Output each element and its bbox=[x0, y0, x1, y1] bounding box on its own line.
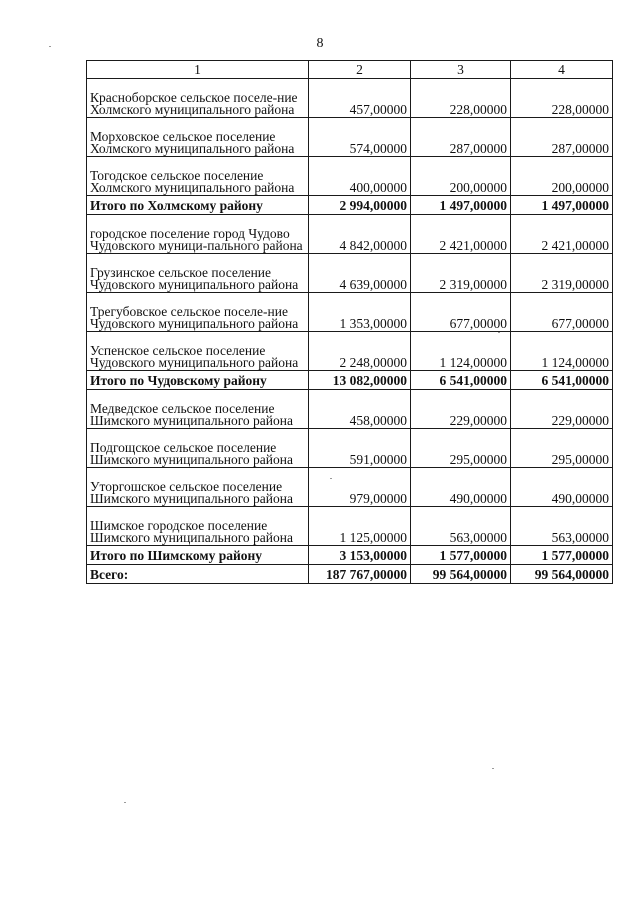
amount-cell-col3: 2 319,00000 bbox=[411, 254, 511, 293]
amount-cell-col2: 1 125,00000 bbox=[309, 507, 411, 546]
amount-cell-col2: 4 639,00000 bbox=[309, 254, 411, 293]
column-header-1: 1 bbox=[87, 61, 309, 79]
amount-cell-col3: 677,00000 bbox=[411, 293, 511, 332]
amount-cell-col2: 400,00000 bbox=[309, 157, 411, 196]
amount-cell-col2: 2 994,00000 bbox=[309, 196, 411, 215]
settlement-name-cell: Грузинское сельское поселение Чудовского муниципального района bbox=[87, 254, 309, 293]
total-row bbox=[87, 196, 613, 215]
amount-cell-col3: 228,00000 bbox=[411, 79, 511, 118]
total-row bbox=[87, 565, 613, 584]
amount-cell-col3: 200,00000 bbox=[411, 157, 511, 196]
amount-cell-col4: 200,00000 bbox=[511, 157, 613, 196]
table-row bbox=[87, 390, 613, 429]
settlement-name-cell: Тогодское сельское поселение Холмского муниципального района bbox=[87, 157, 309, 196]
settlement-name-cell: Трегубовское сельское поселе-ние Чудовского муниципального района bbox=[87, 293, 309, 332]
settlement-name-cell: Успенское сельское поселение Чудовского муниципального района bbox=[87, 332, 309, 371]
amount-cell-col4: 1 497,00000 bbox=[511, 196, 613, 215]
settlement-name-cell: городское поселение город Чудово Чудовского муници-пального района bbox=[87, 215, 309, 254]
amount-cell-col2: 187 767,00000 bbox=[309, 565, 411, 584]
settlement-name-cell: Итого по Чудовскому району bbox=[87, 371, 309, 390]
amount-cell-col2: 2 248,00000 bbox=[309, 332, 411, 371]
table-row bbox=[87, 79, 613, 118]
table-row bbox=[87, 215, 613, 254]
total-row bbox=[87, 546, 613, 565]
column-header-2: 2 bbox=[309, 61, 411, 79]
column-header-3: 3 bbox=[411, 61, 511, 79]
column-header-4: 4 bbox=[511, 61, 613, 79]
table-row bbox=[87, 118, 613, 157]
amount-cell-col4: 1 577,00000 bbox=[511, 546, 613, 565]
settlement-name-cell: Итого по Шимскому району bbox=[87, 546, 309, 565]
amount-cell-col4: 677,00000 bbox=[511, 293, 613, 332]
table-header-row bbox=[87, 61, 613, 79]
amount-cell-col2: 457,00000 bbox=[309, 79, 411, 118]
scan-speck bbox=[330, 478, 332, 479]
settlement-name-cell: Морховское сельское поселение Холмского муниципального района bbox=[87, 118, 309, 157]
amount-cell-col3: 1 577,00000 bbox=[411, 546, 511, 565]
amount-cell-col2: 4 842,00000 bbox=[309, 215, 411, 254]
scan-speck bbox=[49, 46, 51, 47]
amount-cell-col4: 2 421,00000 bbox=[511, 215, 613, 254]
allocation-table bbox=[86, 60, 613, 584]
settlement-name-cell: Всего: bbox=[87, 565, 309, 584]
table-body bbox=[87, 79, 613, 584]
table-row bbox=[87, 157, 613, 196]
settlement-name-cell: Уторгошское сельское поселение Шимского муниципального района bbox=[87, 468, 309, 507]
amount-cell-col2: 574,00000 bbox=[309, 118, 411, 157]
table-row bbox=[87, 254, 613, 293]
scan-speck bbox=[498, 332, 500, 333]
total-row bbox=[87, 371, 613, 390]
amount-cell-col4: 2 319,00000 bbox=[511, 254, 613, 293]
amount-cell-col3: 2 421,00000 bbox=[411, 215, 511, 254]
table-row bbox=[87, 429, 613, 468]
scan-speck bbox=[124, 802, 126, 803]
amount-cell-col4: 490,00000 bbox=[511, 468, 613, 507]
table-row bbox=[87, 468, 613, 507]
amount-cell-col4: 228,00000 bbox=[511, 79, 613, 118]
amount-cell-col4: 229,00000 bbox=[511, 390, 613, 429]
amount-cell-col3: 1 497,00000 bbox=[411, 196, 511, 215]
amount-cell-col3: 99 564,00000 bbox=[411, 565, 511, 584]
amount-cell-col4: 287,00000 bbox=[511, 118, 613, 157]
amount-cell-col3: 287,00000 bbox=[411, 118, 511, 157]
settlement-name-cell: Подгощское сельское поселение Шимского муниципального района bbox=[87, 429, 309, 468]
amount-cell-col2: 591,00000 bbox=[309, 429, 411, 468]
page-number: 8 bbox=[316, 36, 324, 51]
amount-cell-col3: 295,00000 bbox=[411, 429, 511, 468]
settlement-name-cell: Красноборское сельское поселе-ние Холмского муниципального района bbox=[87, 79, 309, 118]
amount-cell-col4: 563,00000 bbox=[511, 507, 613, 546]
amount-cell-col2: 3 153,00000 bbox=[309, 546, 411, 565]
settlement-name-cell: Медведское сельское поселение Шимского муниципального района bbox=[87, 390, 309, 429]
amount-cell-col3: 6 541,00000 bbox=[411, 371, 511, 390]
amount-cell-col3: 490,00000 bbox=[411, 468, 511, 507]
amount-cell-col4: 295,00000 bbox=[511, 429, 613, 468]
settlement-name-cell: Шимское городское поселение Шимского муниципального района bbox=[87, 507, 309, 546]
amount-cell-col3: 563,00000 bbox=[411, 507, 511, 546]
amount-cell-col4: 1 124,00000 bbox=[511, 332, 613, 371]
amount-cell-col4: 6 541,00000 bbox=[511, 371, 613, 390]
table-row bbox=[87, 332, 613, 371]
amount-cell-col3: 1 124,00000 bbox=[411, 332, 511, 371]
table-row bbox=[87, 293, 613, 332]
amount-cell-col2: 1 353,00000 bbox=[309, 293, 411, 332]
amount-cell-col2: 13 082,00000 bbox=[309, 371, 411, 390]
settlement-name-cell: Итого по Холмскому району bbox=[87, 196, 309, 215]
amount-cell-col4: 99 564,00000 bbox=[511, 565, 613, 584]
amount-cell-col3: 229,00000 bbox=[411, 390, 511, 429]
amount-cell-col2: 979,00000 bbox=[309, 468, 411, 507]
table-row bbox=[87, 507, 613, 546]
amount-cell-col2: 458,00000 bbox=[309, 390, 411, 429]
scan-speck bbox=[492, 768, 494, 769]
